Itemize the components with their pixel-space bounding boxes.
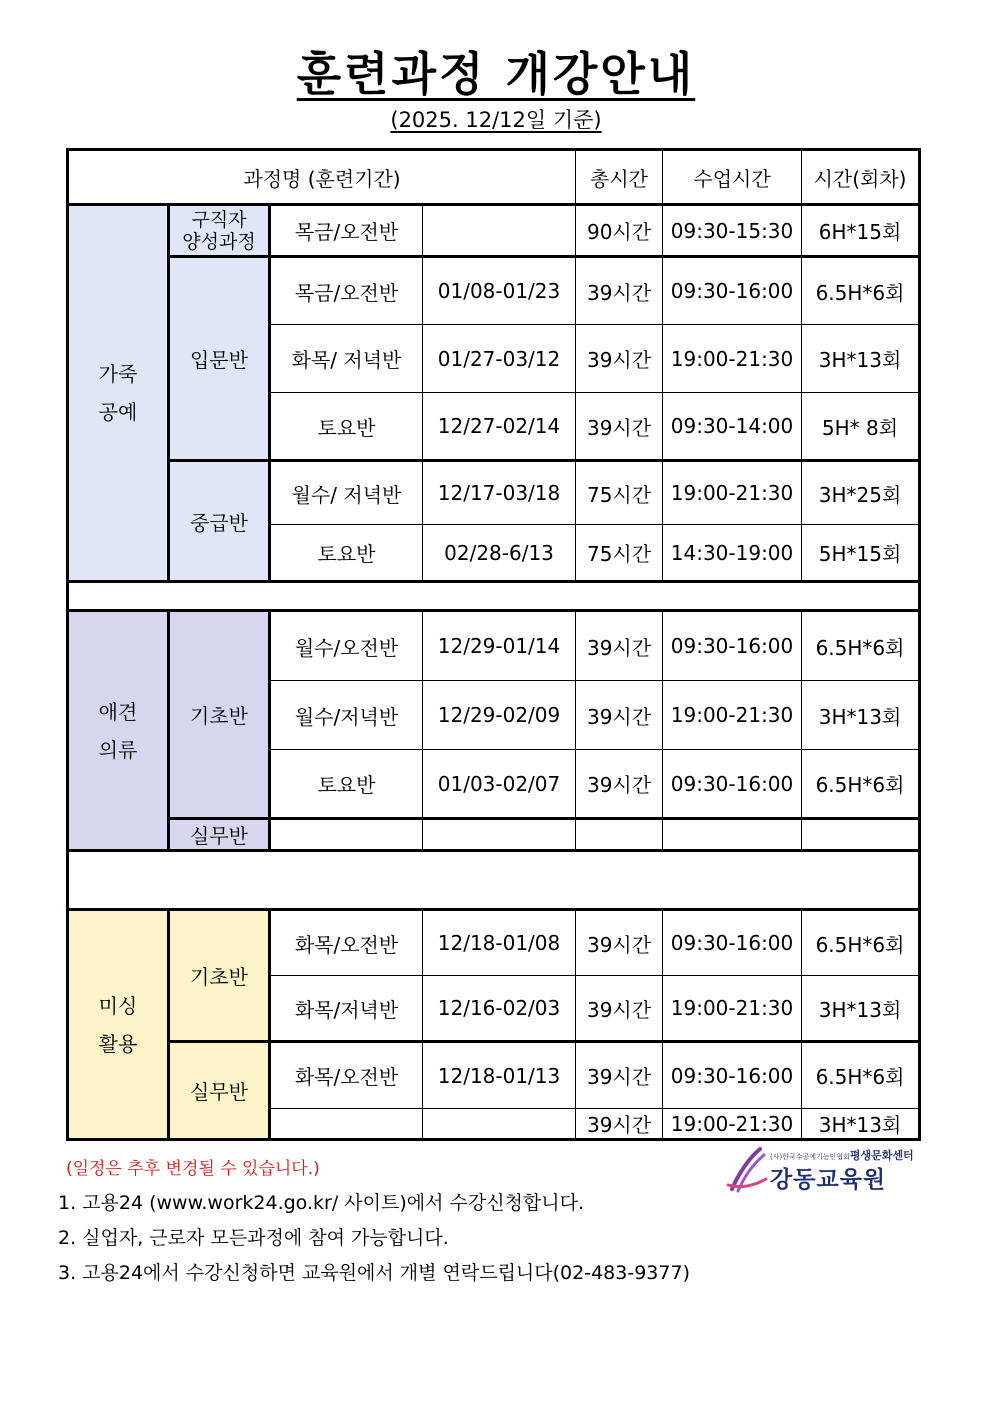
class-name: 목금/오전반 — [270, 257, 423, 325]
class-name: 토요반 — [270, 750, 423, 819]
table-row — [68, 819, 920, 851]
table-row — [68, 205, 920, 257]
class-name — [270, 1109, 423, 1140]
class-name: 월수/저녁반 — [270, 681, 423, 750]
class-time: 19:00-21:30 — [663, 461, 802, 525]
training-period: 01/27-03/12 — [423, 325, 576, 393]
class-name: 월수/오전반 — [270, 611, 423, 681]
hours-sessions: 5H* 8회 — [802, 393, 920, 461]
category-sewing-machine: 미싱 활용 — [68, 910, 169, 1140]
logo-org-name: (사)한국수공예기능인협회평생문화센터 — [770, 1149, 914, 1162]
total-hours: 39시간 — [576, 750, 663, 819]
hours-sessions: 6.5H*6회 — [802, 750, 920, 819]
training-period — [423, 819, 576, 851]
class-time: 09:30-14:00 — [663, 393, 802, 461]
training-period: 12/17-03/18 — [423, 461, 576, 525]
total-hours: 75시간 — [576, 461, 663, 525]
subcategory-intro: 입문반 — [169, 257, 270, 461]
training-period: 12/18-01/08 — [423, 910, 576, 976]
hours-sessions: 6.5H*6회 — [802, 910, 920, 976]
separator-row — [68, 851, 920, 910]
base-date: (2025. 12/12일 기준) — [390, 108, 602, 132]
subcategory-practical: 실무반 — [169, 819, 270, 851]
page-title: 훈련과정 개강안내 — [296, 47, 696, 101]
table-row — [68, 461, 920, 525]
schedule-change-note: (일정은 추후 변경될 수 있습니다.) — [66, 1159, 320, 1179]
logo-main-name: 강동교육원 — [770, 1167, 887, 1193]
subcategory-basic: 기초반 — [169, 910, 270, 1042]
info-line-2: 2. 실업자, 근로자 모든과정에 참여 가능합니다. — [58, 1227, 449, 1249]
hours-sessions: 3H*13회 — [802, 1109, 920, 1140]
hours-sessions — [802, 819, 920, 851]
hours-sessions: 3H*13회 — [802, 325, 920, 393]
total-hours: 39시간 — [576, 1042, 663, 1109]
subcategory-intermediate: 중급반 — [169, 461, 270, 582]
header-class-time: 수업시간 — [663, 150, 802, 205]
total-hours — [576, 819, 663, 851]
training-period: 12/27-02/14 — [423, 393, 576, 461]
hours-sessions: 5H*15회 — [802, 525, 920, 582]
swoosh-logo-icon — [726, 1145, 770, 1193]
training-period: 12/29-01/14 — [423, 611, 576, 681]
class-name: 화목/ 저녁반 — [270, 325, 423, 393]
header-course-name: 과정명 (훈련기간) — [68, 150, 576, 205]
class-time: 09:30-16:00 — [663, 910, 802, 976]
class-name — [270, 819, 423, 851]
total-hours: 39시간 — [576, 257, 663, 325]
class-time: 09:30-16:00 — [663, 257, 802, 325]
total-hours: 39시간 — [576, 1109, 663, 1140]
header-total-hours: 총시간 — [576, 150, 663, 205]
class-name: 토요반 — [270, 393, 423, 461]
table-row — [68, 611, 920, 681]
total-hours: 39시간 — [576, 976, 663, 1042]
hours-sessions: 6H*15회 — [802, 205, 920, 257]
info-line-3: 3. 고용24에서 수강신청하면 교육원에서 개별 연락드립니다(02-483-9377) — [58, 1262, 690, 1284]
total-hours: 39시간 — [576, 910, 663, 976]
total-hours: 39시간 — [576, 393, 663, 461]
class-time: 19:00-21:30 — [663, 681, 802, 750]
header-hours-sessions: 시간(회차) — [802, 150, 920, 205]
total-hours: 39시간 — [576, 681, 663, 750]
table-row — [68, 1042, 920, 1109]
training-period: 12/16-02/03 — [423, 976, 576, 1042]
class-time: 19:00-21:30 — [663, 325, 802, 393]
class-time: 09:30-16:00 — [663, 611, 802, 681]
total-hours: 75시간 — [576, 525, 663, 582]
info-line-1: 1. 고용24 (www.work24.go.kr/ 사이트)에서 수강신청합니다. — [58, 1192, 584, 1214]
hours-sessions: 3H*25회 — [802, 461, 920, 525]
subcategory-jobseeker: 구직자 양성과정 — [169, 205, 270, 257]
class-time: 14:30-19:00 — [663, 525, 802, 582]
training-period: 01/03-02/07 — [423, 750, 576, 819]
class-time — [663, 819, 802, 851]
total-hours: 90시간 — [576, 205, 663, 257]
schedule-table — [66, 148, 921, 1141]
class-name: 목금/오전반 — [270, 205, 423, 257]
class-time: 09:30-16:00 — [663, 750, 802, 819]
class-name: 화목/오전반 — [270, 1042, 423, 1109]
class-time: 19:00-21:30 — [663, 1109, 802, 1140]
subcategory-basic: 기초반 — [169, 611, 270, 819]
class-name: 월수/ 저녁반 — [270, 461, 423, 525]
training-period: 01/08-01/23 — [423, 257, 576, 325]
total-hours: 39시간 — [576, 325, 663, 393]
training-period: 12/29-02/09 — [423, 681, 576, 750]
training-period: 12/18-01/13 — [423, 1042, 576, 1109]
table-row — [68, 910, 920, 976]
training-period — [423, 1109, 576, 1140]
category-leather-craft: 가죽 공예 — [68, 205, 169, 582]
center-logo — [726, 1145, 916, 1193]
class-time: 19:00-21:30 — [663, 976, 802, 1042]
hours-sessions: 6.5H*6회 — [802, 1042, 920, 1109]
table-header — [68, 150, 920, 205]
hours-sessions: 3H*13회 — [802, 976, 920, 1042]
training-period: 02/28-6/13 — [423, 525, 576, 582]
hours-sessions: 6.5H*6회 — [802, 611, 920, 681]
class-name: 화목/저녁반 — [270, 976, 423, 1042]
training-period — [423, 205, 576, 257]
class-name: 화목/오전반 — [270, 910, 423, 976]
table-row — [68, 257, 920, 325]
class-name: 토요반 — [270, 525, 423, 582]
class-time: 09:30-15:30 — [663, 205, 802, 257]
subcategory-practical: 실무반 — [169, 1042, 270, 1140]
hours-sessions: 3H*13회 — [802, 681, 920, 750]
hours-sessions: 6.5H*6회 — [802, 257, 920, 325]
category-pet-clothing: 애견 의류 — [68, 611, 169, 851]
separator-row — [68, 582, 920, 611]
class-time: 09:30-16:00 — [663, 1042, 802, 1109]
total-hours: 39시간 — [576, 611, 663, 681]
